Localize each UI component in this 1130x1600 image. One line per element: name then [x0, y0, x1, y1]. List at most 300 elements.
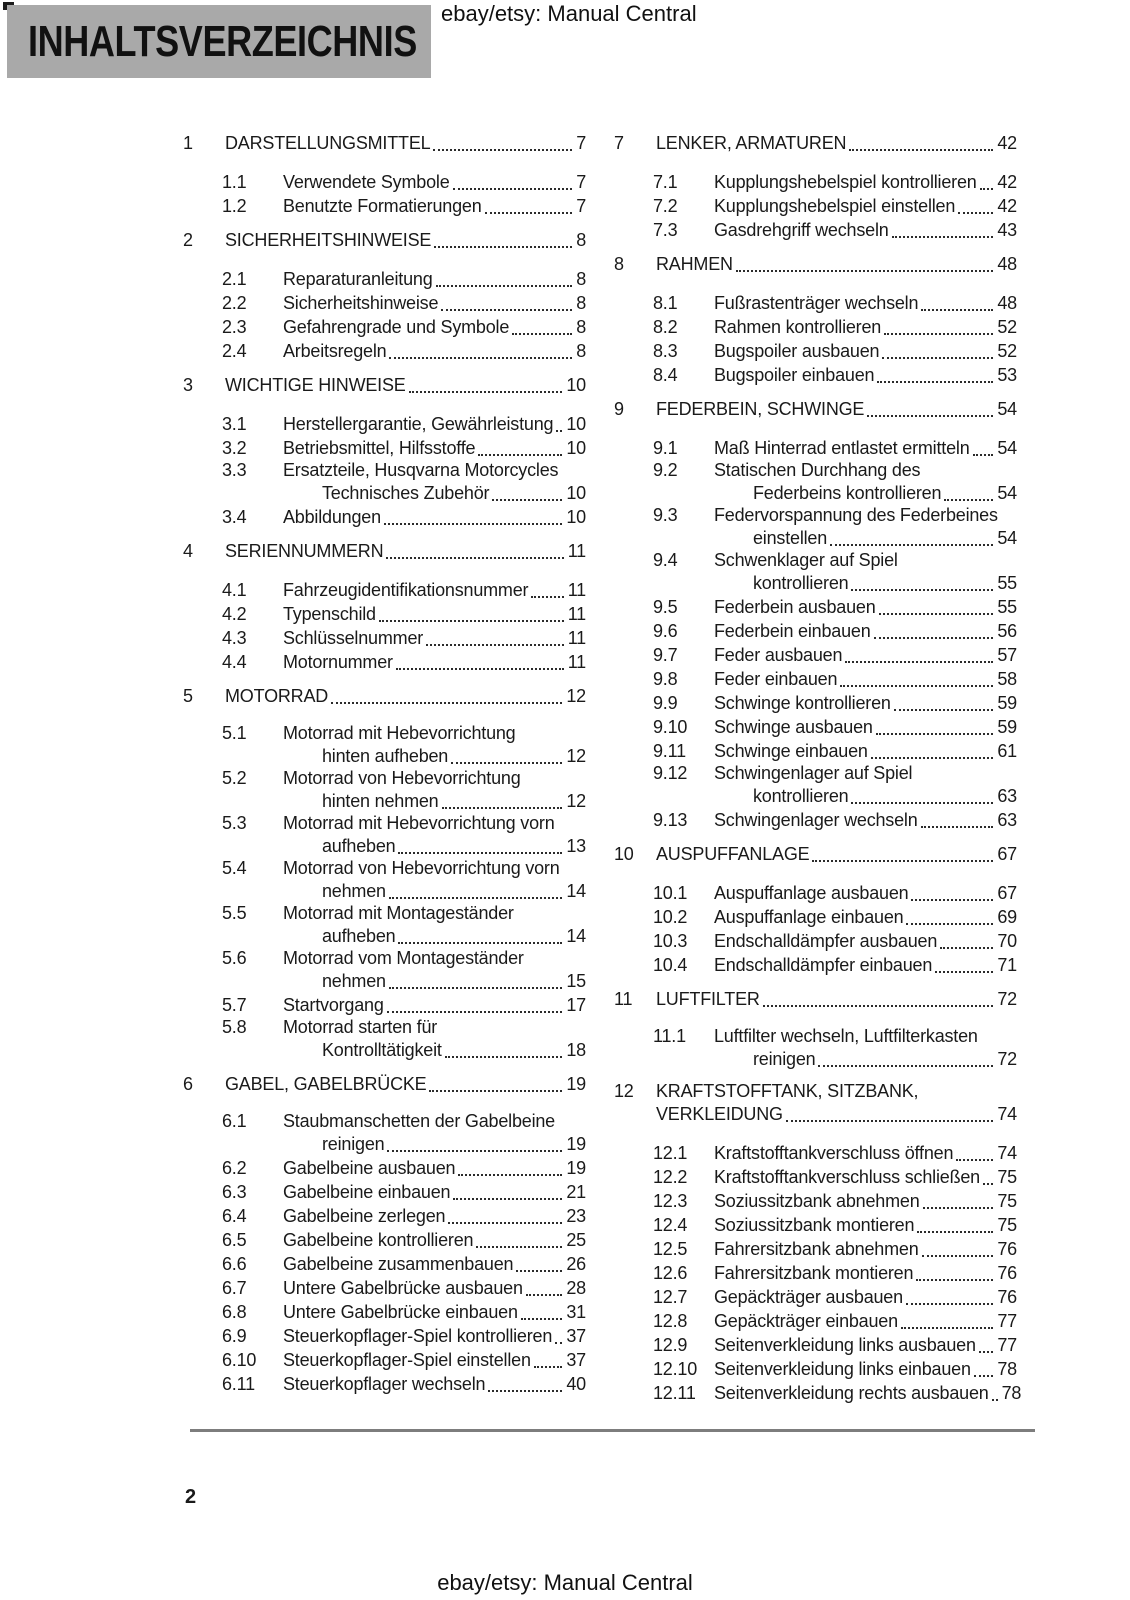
toc-line	[653, 1285, 1017, 1309]
toc-line	[653, 784, 1017, 808]
dot-leader	[979, 1351, 994, 1353]
toc-page-number: 23	[566, 1206, 586, 1226]
toc-section-number: 4.3	[222, 628, 247, 648]
toc-entry	[614, 763, 1017, 808]
toc-entry	[614, 291, 1017, 315]
toc-page-number: 11	[567, 628, 586, 648]
toc-page-number: 59	[997, 717, 1017, 737]
dot-leader	[492, 499, 562, 501]
dot-leader	[894, 709, 994, 711]
toc-entry	[614, 170, 1017, 194]
toc-section-number: 4.2	[222, 604, 247, 624]
toc-line	[222, 291, 586, 315]
toc-section-title: Seitenverkleidung rechts ausbauen	[714, 1383, 989, 1403]
toc-page-number: 72	[997, 989, 1017, 1009]
dot-leader	[882, 357, 993, 359]
dot-leader	[940, 947, 993, 949]
toc-page-number: 7	[576, 196, 586, 216]
toc-chapter-title: RAHMEN	[656, 254, 733, 274]
toc-section-title: Kontrolltätigkeit	[322, 1040, 442, 1060]
toc-line	[222, 789, 586, 813]
toc-entry	[183, 1111, 586, 1156]
toc-chapter	[183, 373, 586, 397]
toc-section-number: 5.3	[222, 813, 247, 833]
toc-line	[222, 339, 586, 363]
toc-chapter	[614, 1081, 1017, 1126]
dot-leader	[786, 1120, 994, 1122]
toc-section-title: Fahrersitzbank abnehmen	[714, 1239, 919, 1259]
toc-page-number: 76	[997, 1287, 1017, 1307]
toc-line	[183, 373, 586, 397]
toc-entry	[183, 626, 586, 650]
toc-line	[222, 436, 586, 460]
toc-page-number: 42	[997, 172, 1017, 192]
dot-leader	[935, 971, 993, 973]
toc-section-title: Motornummer	[283, 652, 393, 672]
toc-page-number: 21	[566, 1182, 586, 1202]
toc-section-number: 4.1	[222, 580, 247, 600]
toc-page-number: 10	[566, 375, 586, 395]
toc-entry	[614, 1261, 1017, 1285]
toc-page-number: 17	[566, 995, 586, 1015]
toc-entry	[614, 1285, 1017, 1309]
toc-page-number: 19	[566, 1074, 586, 1094]
toc-section-number: 12.4	[653, 1215, 688, 1235]
toc-page-number: 8	[576, 317, 586, 337]
toc-section-number: 9.5	[653, 597, 678, 617]
toc-section-title: Staubmanschetten der Gabelbeine	[283, 1111, 555, 1131]
toc-section-number: 9.6	[653, 621, 678, 641]
toc-section-title: Steuerkopflager-Spiel kontrollieren	[283, 1326, 553, 1346]
toc-entry	[614, 643, 1017, 667]
toc-line	[653, 218, 1017, 242]
toc-page-number: 42	[997, 196, 1017, 216]
toc-section-title: Schwenklager auf Spiel	[714, 550, 898, 570]
toc-line	[653, 194, 1017, 218]
dot-leader	[387, 1150, 562, 1152]
toc-section-number: 2.3	[222, 317, 247, 337]
toc-page-number: 28	[566, 1278, 586, 1298]
dot-leader	[851, 802, 993, 804]
toc-page-number: 10	[566, 483, 586, 503]
toc-page-number: 54	[997, 438, 1017, 458]
toc-line	[222, 969, 586, 993]
toc-line	[614, 1102, 1017, 1126]
toc-line	[222, 924, 586, 948]
toc-page-number: 63	[997, 786, 1017, 806]
toc-line	[222, 948, 586, 969]
toc-section-number: 5.4	[222, 858, 247, 878]
toc-page-number: 77	[997, 1335, 1017, 1355]
toc-entry	[614, 929, 1017, 953]
toc-page-number: 54	[997, 483, 1017, 503]
toc-page-number: 14	[566, 881, 586, 901]
dot-leader	[451, 762, 562, 764]
dot-leader	[849, 149, 993, 151]
toc-entry	[183, 1017, 586, 1062]
toc-section-title: Steuerkopflager-Spiel einstellen	[283, 1350, 531, 1370]
toc-section-title: Motorrad mit Hebevorrichtung	[283, 723, 516, 743]
dot-leader	[387, 1011, 563, 1013]
toc-entry	[614, 1213, 1017, 1237]
toc-page-number: 74	[997, 1104, 1017, 1124]
dot-leader	[840, 685, 993, 687]
toc-line	[222, 1228, 586, 1252]
toc-section-number: 2.4	[222, 341, 247, 361]
toc-page-number: 67	[997, 844, 1017, 864]
dot-leader	[555, 1342, 562, 1344]
toc-section-title: Gabelbeine kontrollieren	[283, 1230, 474, 1250]
toc-section-number: 5.6	[222, 948, 247, 968]
toc-line	[614, 1081, 1017, 1102]
toc-chapter-title: WICHTIGE HINWEISE	[225, 375, 406, 395]
toc-section-title: reinigen	[753, 1049, 816, 1069]
toc-entry	[614, 1357, 1017, 1381]
dot-leader	[386, 557, 563, 559]
toc-entry	[183, 1372, 586, 1396]
toc-entry	[183, 1204, 586, 1228]
toc-line	[653, 1237, 1017, 1261]
toc-section-number: 12.6	[653, 1263, 688, 1283]
toc-line	[222, 1252, 586, 1276]
dot-leader	[331, 702, 562, 704]
toc-section-number: 5.8	[222, 1017, 247, 1037]
toc-line	[222, 578, 586, 602]
toc-section-title: Soziussitzbank montieren	[714, 1215, 915, 1235]
toc-entry	[614, 1141, 1017, 1165]
toc-entry	[614, 1333, 1017, 1357]
toc-page-number: 59	[997, 693, 1017, 713]
toc-section-number: 12.9	[653, 1335, 688, 1355]
toc-section-title: Untere Gabelbrücke einbauen	[283, 1302, 518, 1322]
toc-section-number: 9.3	[653, 505, 678, 525]
toc-section-title: Kraftstofftankverschluss öffnen	[714, 1143, 954, 1163]
toc-chapter-title: SICHERHEITSHINWEISE	[225, 230, 432, 250]
toc-line	[222, 723, 586, 744]
toc-section-title: aufheben	[322, 836, 396, 856]
toc-section-title: Benutzte Formatierungen	[283, 196, 482, 216]
toc-line	[653, 436, 1017, 460]
toc-section-title: Gefahrengrade und Symbole	[283, 317, 510, 337]
toc-page-number: 12	[566, 791, 586, 811]
toc-line	[653, 339, 1017, 363]
toc-line	[653, 1026, 1017, 1047]
toc-line	[222, 834, 586, 858]
dot-leader	[516, 1270, 562, 1272]
toc-section-title: Gasdrehgriff wechseln	[714, 220, 889, 240]
toc-page-number: 53	[997, 365, 1017, 385]
toc-line	[653, 929, 1017, 953]
toc-line	[222, 1038, 586, 1062]
toc-section-title: Seitenverkleidung links ausbauen	[714, 1335, 976, 1355]
toc-section-number: 5.7	[222, 995, 247, 1015]
toc-entry	[183, 339, 586, 363]
toc-line	[614, 842, 1017, 866]
toc-line	[653, 1189, 1017, 1213]
toc-entry	[614, 1237, 1017, 1261]
toc-line	[222, 1372, 586, 1396]
toc-chapter	[614, 131, 1017, 155]
toc-page-number: 15	[566, 971, 586, 991]
toc-line	[222, 602, 586, 626]
toc-page-number: 57	[997, 645, 1017, 665]
dot-leader	[445, 1056, 563, 1058]
toc-line	[653, 715, 1017, 739]
toc-line	[653, 1047, 1017, 1071]
dot-leader	[512, 333, 572, 335]
toc-line	[222, 768, 586, 789]
toc-section-title: Abbildungen	[283, 507, 381, 527]
toc-section-title: Fußrastenträger wechseln	[714, 293, 919, 313]
toc-section-title: Gabelbeine zusammenbauen	[283, 1254, 514, 1274]
toc-line	[614, 131, 1017, 155]
dot-leader	[478, 454, 562, 456]
toc-section-title: Federbein einbauen	[714, 621, 871, 641]
toc-section-number: 7.1	[653, 172, 678, 192]
toc-line	[653, 1165, 1017, 1189]
dot-leader	[879, 613, 994, 615]
toc-section-title: Federvorspannung des Federbeines	[714, 505, 998, 525]
toc-section-title: Schwingenlager wechseln	[714, 810, 918, 830]
toc-page-number: 11	[567, 580, 586, 600]
toc-page-number: 43	[997, 220, 1017, 240]
dot-leader	[434, 246, 572, 248]
dot-leader	[922, 1255, 994, 1257]
dot-leader	[433, 149, 572, 151]
toc-line	[653, 526, 1017, 550]
toc-section-title: Motorrad von Hebevorrichtung vorn	[283, 858, 560, 878]
toc-page-number: 75	[997, 1167, 1017, 1187]
toc-section-number: 6.6	[222, 1254, 247, 1274]
toc-chapter-title: VERKLEIDUNG	[656, 1104, 783, 1124]
dot-leader	[442, 807, 563, 809]
dot-leader	[396, 668, 564, 670]
toc-chapter	[614, 842, 1017, 866]
toc-entry	[183, 813, 586, 858]
toc-page-number: 25	[566, 1230, 586, 1250]
toc-section-number: 8.1	[653, 293, 678, 313]
toc-chapter-title: GABEL, GABELBRÜCKE	[225, 1074, 427, 1094]
toc-chapter-title: AUSPUFFANLAGE	[656, 844, 810, 864]
toc-section-number: 9.11	[653, 741, 686, 761]
toc-page-number: 75	[997, 1215, 1017, 1235]
toc-line	[222, 194, 586, 218]
toc-entry	[614, 1381, 1022, 1405]
toc-line	[222, 170, 586, 194]
toc-line	[653, 691, 1017, 715]
toc-section-title: Sicherheitshinweise	[283, 293, 439, 313]
toc-section-title: Feder einbauen	[714, 669, 838, 689]
toc-page-number: 54	[997, 528, 1017, 548]
toc-entry	[183, 723, 586, 768]
dot-leader	[429, 1090, 562, 1092]
toc-page-number: 55	[997, 597, 1017, 617]
toc-section-number: 6.10	[222, 1350, 257, 1370]
toc-section-number: 2.1	[222, 269, 247, 289]
dot-leader	[384, 523, 562, 525]
toc-entry	[614, 1189, 1017, 1213]
toc-section-number: 12.3	[653, 1191, 688, 1211]
toc-chapter	[614, 397, 1017, 421]
dot-leader	[921, 826, 994, 828]
footer-divider	[190, 1429, 1035, 1432]
toc-page-number: 8	[576, 293, 586, 313]
toc-section-number: 9.12	[653, 763, 688, 783]
toc-section-title: Gepäckträger ausbauen	[714, 1287, 903, 1307]
toc-section-title: aufheben	[322, 926, 396, 946]
dot-leader	[923, 1207, 994, 1209]
dot-leader	[974, 1375, 994, 1377]
toc-page-number: 69	[997, 907, 1017, 927]
toc-column-left	[183, 121, 586, 1405]
toc-entry	[614, 881, 1017, 905]
toc-section-title: Typenschild	[283, 604, 376, 624]
toc-section-title: Schwinge ausbauen	[714, 717, 873, 737]
toc-section-number: 9.9	[653, 693, 678, 713]
toc-section-number: 9.4	[653, 550, 678, 570]
toc-section-number: 5.5	[222, 903, 247, 923]
toc-chapter	[614, 987, 1017, 1011]
toc-entry	[183, 1324, 586, 1348]
dot-leader	[956, 1159, 993, 1161]
toc-line	[653, 667, 1017, 691]
dot-leader	[906, 923, 993, 925]
toc-section-title: Reparaturanleitung	[283, 269, 433, 289]
toc-page-number: 77	[997, 1311, 1017, 1331]
toc-line	[653, 1261, 1017, 1285]
toc-entry	[614, 667, 1017, 691]
dot-leader	[488, 1390, 562, 1392]
toc-page-number: 11	[567, 604, 586, 624]
toc-section-number: 6.1	[222, 1111, 247, 1131]
dot-leader	[485, 212, 573, 214]
toc-section-number: 9.7	[653, 645, 678, 665]
toc-page-number: 48	[997, 254, 1017, 274]
toc-chapter-number: 7	[614, 133, 624, 153]
toc-line	[653, 619, 1017, 643]
toc-section-title: Kupplungshebelspiel kontrollieren	[714, 172, 977, 192]
toc-entry	[614, 339, 1017, 363]
toc-section-title: Verwendete Symbole	[283, 172, 450, 192]
dot-leader	[818, 1065, 993, 1067]
toc-entry	[183, 858, 586, 903]
toc-section-title: Soziussitzbank abnehmen	[714, 1191, 920, 1211]
toc-line	[222, 858, 586, 879]
toc-chapter	[183, 684, 586, 708]
dot-leader	[911, 899, 993, 901]
dot-leader	[892, 236, 994, 238]
toc-section-title: Gabelbeine ausbauen	[283, 1158, 456, 1178]
toc-section-number: 10.3	[653, 931, 688, 951]
toc-entry	[614, 691, 1017, 715]
toc-chapter-number: 5	[183, 686, 193, 706]
toc-entry	[183, 194, 586, 218]
toc-column-right	[614, 121, 1022, 1405]
dot-leader	[992, 1399, 998, 1401]
toc-line	[653, 643, 1017, 667]
toc-page-number: 56	[997, 621, 1017, 641]
toc-chapter-title: LENKER, ARMATUREN	[656, 133, 847, 153]
toc-section-number: 9.13	[653, 810, 688, 830]
toc-entry	[183, 267, 586, 291]
toc-line	[222, 744, 586, 768]
toc-line	[183, 131, 586, 155]
toc-section-title: Betriebsmittel, Hilfsstoffe	[283, 438, 476, 458]
toc-section-title: Luftfilter wechseln, Luftfilterkasten	[714, 1026, 978, 1046]
toc-section-title: Schwinge kontrollieren	[714, 693, 891, 713]
toc-page-number: 19	[566, 1134, 586, 1154]
dot-leader	[917, 1231, 993, 1233]
toc-page-number: 63	[997, 810, 1017, 830]
toc-chapter-number: 2	[183, 230, 193, 250]
toc-page-number: 58	[997, 669, 1017, 689]
toc-section-number: 12.8	[653, 1311, 688, 1331]
toc-page-number: 67	[997, 883, 1017, 903]
dot-leader	[476, 1246, 562, 1248]
toc-section-number: 12.5	[653, 1239, 688, 1259]
toc-line	[653, 739, 1017, 763]
toc-line	[222, 412, 586, 436]
dot-leader	[398, 852, 562, 854]
toc-section-title: Fahrersitzbank montieren	[714, 1263, 914, 1283]
toc-entry	[183, 1156, 586, 1180]
dot-leader	[980, 188, 994, 190]
dot-leader	[441, 309, 572, 311]
toc-section-number: 3.3	[222, 460, 247, 480]
toc-section-number: 12.2	[653, 1167, 688, 1187]
dot-leader	[453, 188, 573, 190]
toc-section-title: Fahrzeugidentifikationsnummer	[283, 580, 529, 600]
page-number: 2	[185, 1486, 197, 1508]
toc-chapter-number: 9	[614, 399, 624, 419]
toc-section-title: Untere Gabelbrücke ausbauen	[283, 1278, 523, 1298]
toc-section-number: 7.2	[653, 196, 678, 216]
toc-page-number: 13	[566, 836, 586, 856]
toc-page-number: 74	[997, 1143, 1017, 1163]
toc-section-number: 10.2	[653, 907, 688, 927]
toc-page-number: 12	[566, 686, 586, 706]
toc-section-number: 12.1	[653, 1143, 688, 1163]
toc-page-number: 12	[566, 746, 586, 766]
toc-entry	[614, 1026, 1017, 1071]
dot-leader	[398, 942, 562, 944]
toc-section-number: 6.8	[222, 1302, 247, 1322]
toc-section-title: Technisches Zubehör	[322, 483, 490, 503]
toc-page-number: 70	[997, 931, 1017, 951]
toc-line	[653, 481, 1017, 505]
toc-entry	[183, 291, 586, 315]
toc-line	[653, 1309, 1017, 1333]
toc-section-title: Motorrad starten für	[283, 1017, 438, 1037]
toc-entry	[183, 650, 586, 674]
toc-entry	[183, 578, 586, 602]
toc-line	[653, 571, 1017, 595]
toc-line	[222, 813, 586, 834]
toc-chapter-title: LUFTFILTER	[656, 989, 760, 1009]
toc-line	[222, 650, 586, 674]
toc-section-title: kontrollieren	[753, 786, 849, 806]
toc-entry	[614, 715, 1017, 739]
toc-section-number: 4.4	[222, 652, 247, 672]
toc-section-title: Schwinge einbauen	[714, 741, 868, 761]
toc-line	[653, 905, 1017, 929]
toc-chapter-number: 10	[614, 844, 634, 864]
toc-entry	[183, 1300, 586, 1324]
dot-leader	[389, 897, 563, 899]
dot-leader	[958, 212, 993, 214]
toc-line	[653, 315, 1017, 339]
toc-line	[222, 1204, 586, 1228]
